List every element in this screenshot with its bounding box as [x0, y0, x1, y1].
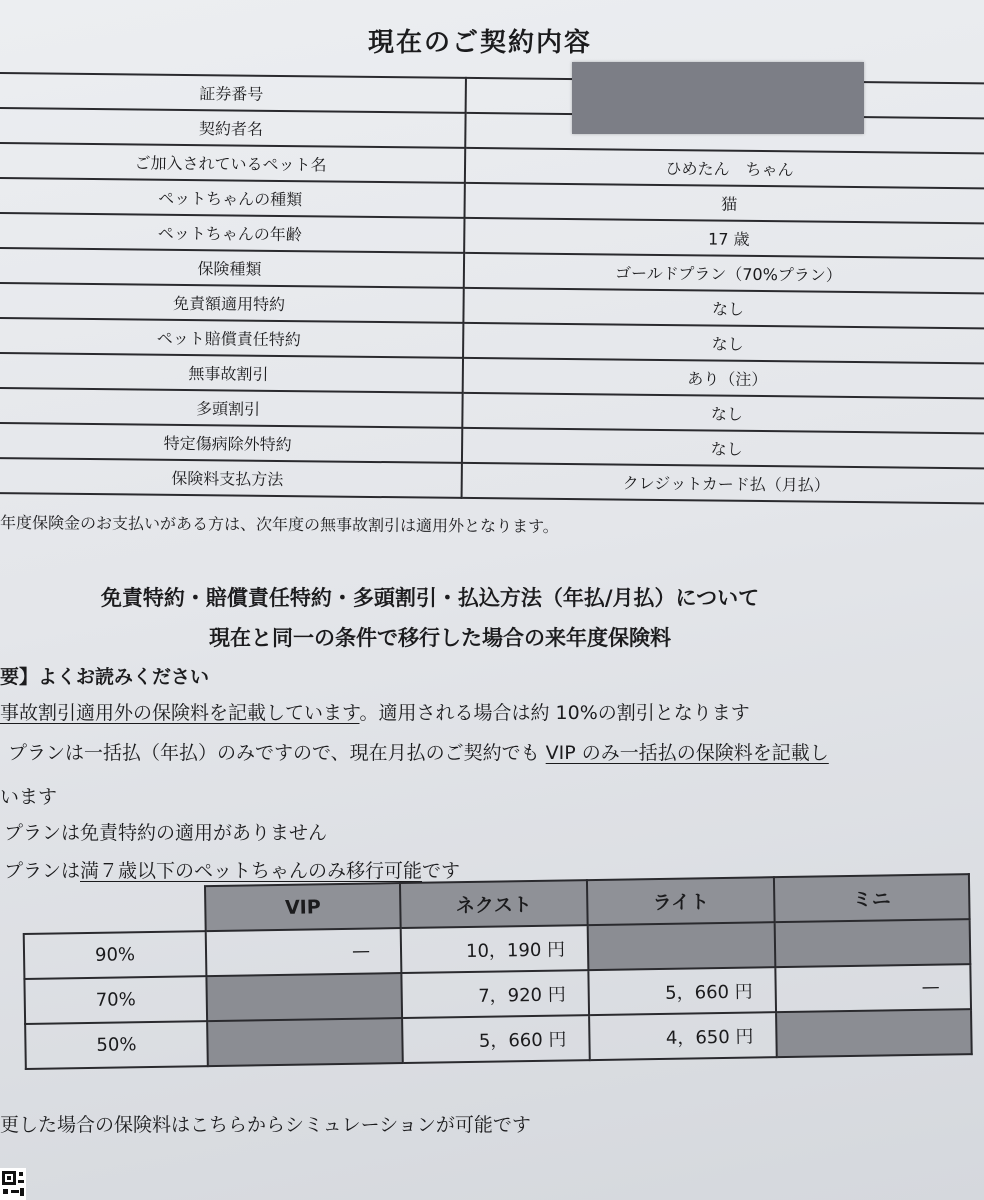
row-label: 契約者名 [0, 108, 466, 148]
row-value: あり（注） [463, 358, 984, 399]
column-header: ライト [587, 877, 775, 925]
row-value: 17 歳 [464, 218, 984, 259]
row-label: ご加入されているペット名 [0, 143, 465, 183]
row-value: ゴールドプラン（70%プラン） [464, 253, 984, 294]
note-line [8, 738, 829, 765]
note-underlined: VIP のみ一括払の保険料を記載し [545, 742, 829, 764]
section-subheading: 現在と同一の条件で移行した場合の来年度保険料 [209, 626, 671, 650]
row-value: クレジットカード払（月払） [462, 463, 984, 504]
row-label: 多頭割引 [0, 388, 463, 428]
table-cell [775, 919, 971, 967]
row-value: なし [463, 323, 984, 364]
table-cell: 7，920 円 [401, 970, 589, 1018]
note-underlined: 事故割引適用外の保険料を記載しています [0, 702, 360, 724]
row-value: なし [462, 428, 984, 469]
note-line: います [0, 786, 58, 808]
row-label: 50% [25, 1021, 208, 1069]
page-title: 現在のご契約内容 [367, 28, 592, 58]
table-footnote: 年度保険金のお支払いがある方は、次年度の無事故割引は適用外となります。 [0, 513, 559, 536]
note-text: 。適用される場合は約 10%の割引となります [359, 702, 750, 724]
table-cell: 10，190 円 [401, 925, 589, 973]
table-cell: 4，650 円 [589, 1012, 777, 1060]
simulation-note: 更した場合の保険料はこちらからシミュレーションが可能です [0, 1114, 531, 1136]
row-label: 証券番号 [0, 73, 466, 113]
note-line: プランは免責特約の適用がありません [4, 822, 328, 844]
section-heading: 免責特約・賠償責任特約・多頭割引・払込方法（年払/月払）について [100, 586, 760, 610]
note-line [4, 856, 460, 883]
note-line [0, 698, 750, 725]
row-value: なし [462, 393, 984, 434]
row-label: ペット賠償責任特約 [0, 318, 463, 358]
row-value: 猫 [465, 183, 984, 224]
note-text: プランは [4, 860, 81, 882]
row-label: 保険料支払方法 [0, 458, 462, 498]
row-label: 70% [24, 976, 207, 1024]
table-cell: 5，660 円 [402, 1015, 590, 1063]
corner-cell [23, 886, 206, 934]
note-underlined: 満７歳以下のペットちゃんのみ移行可能 [80, 860, 423, 882]
premium-table [22, 873, 973, 1070]
table-cell [588, 922, 776, 970]
note-text: プランは一括払（年払）のみですので、現在月払のご契約でも [8, 742, 540, 764]
table-cell [776, 1009, 972, 1057]
table-cell: — [775, 964, 971, 1012]
contract-table [0, 72, 984, 504]
note-text: です [422, 860, 461, 882]
important-heading: 要】よくお読みください [0, 666, 210, 688]
row-label: 保険種類 [0, 248, 464, 288]
column-header: ミニ [774, 874, 970, 922]
row-label: ペットちゃんの種類 [0, 178, 465, 218]
table-cell: — [206, 928, 402, 976]
row-label: 無事故割引 [0, 353, 463, 393]
table-cell [207, 1018, 403, 1066]
qr-code-icon [0, 1168, 26, 1200]
row-value: ひめたん ちゃん [465, 148, 984, 189]
row-label: 90% [24, 931, 207, 979]
table-cell [206, 973, 402, 1021]
row-label: 特定傷病除外特約 [0, 423, 462, 463]
table-cell: 5，660 円 [588, 967, 776, 1015]
redaction-block [572, 62, 864, 134]
column-header: VIP [205, 883, 401, 931]
row-value: なし [463, 288, 984, 329]
row-label: ペットちゃんの年齢 [0, 213, 465, 253]
row-label: 免責額適用特約 [0, 283, 464, 323]
column-header: ネクスト [400, 880, 588, 928]
